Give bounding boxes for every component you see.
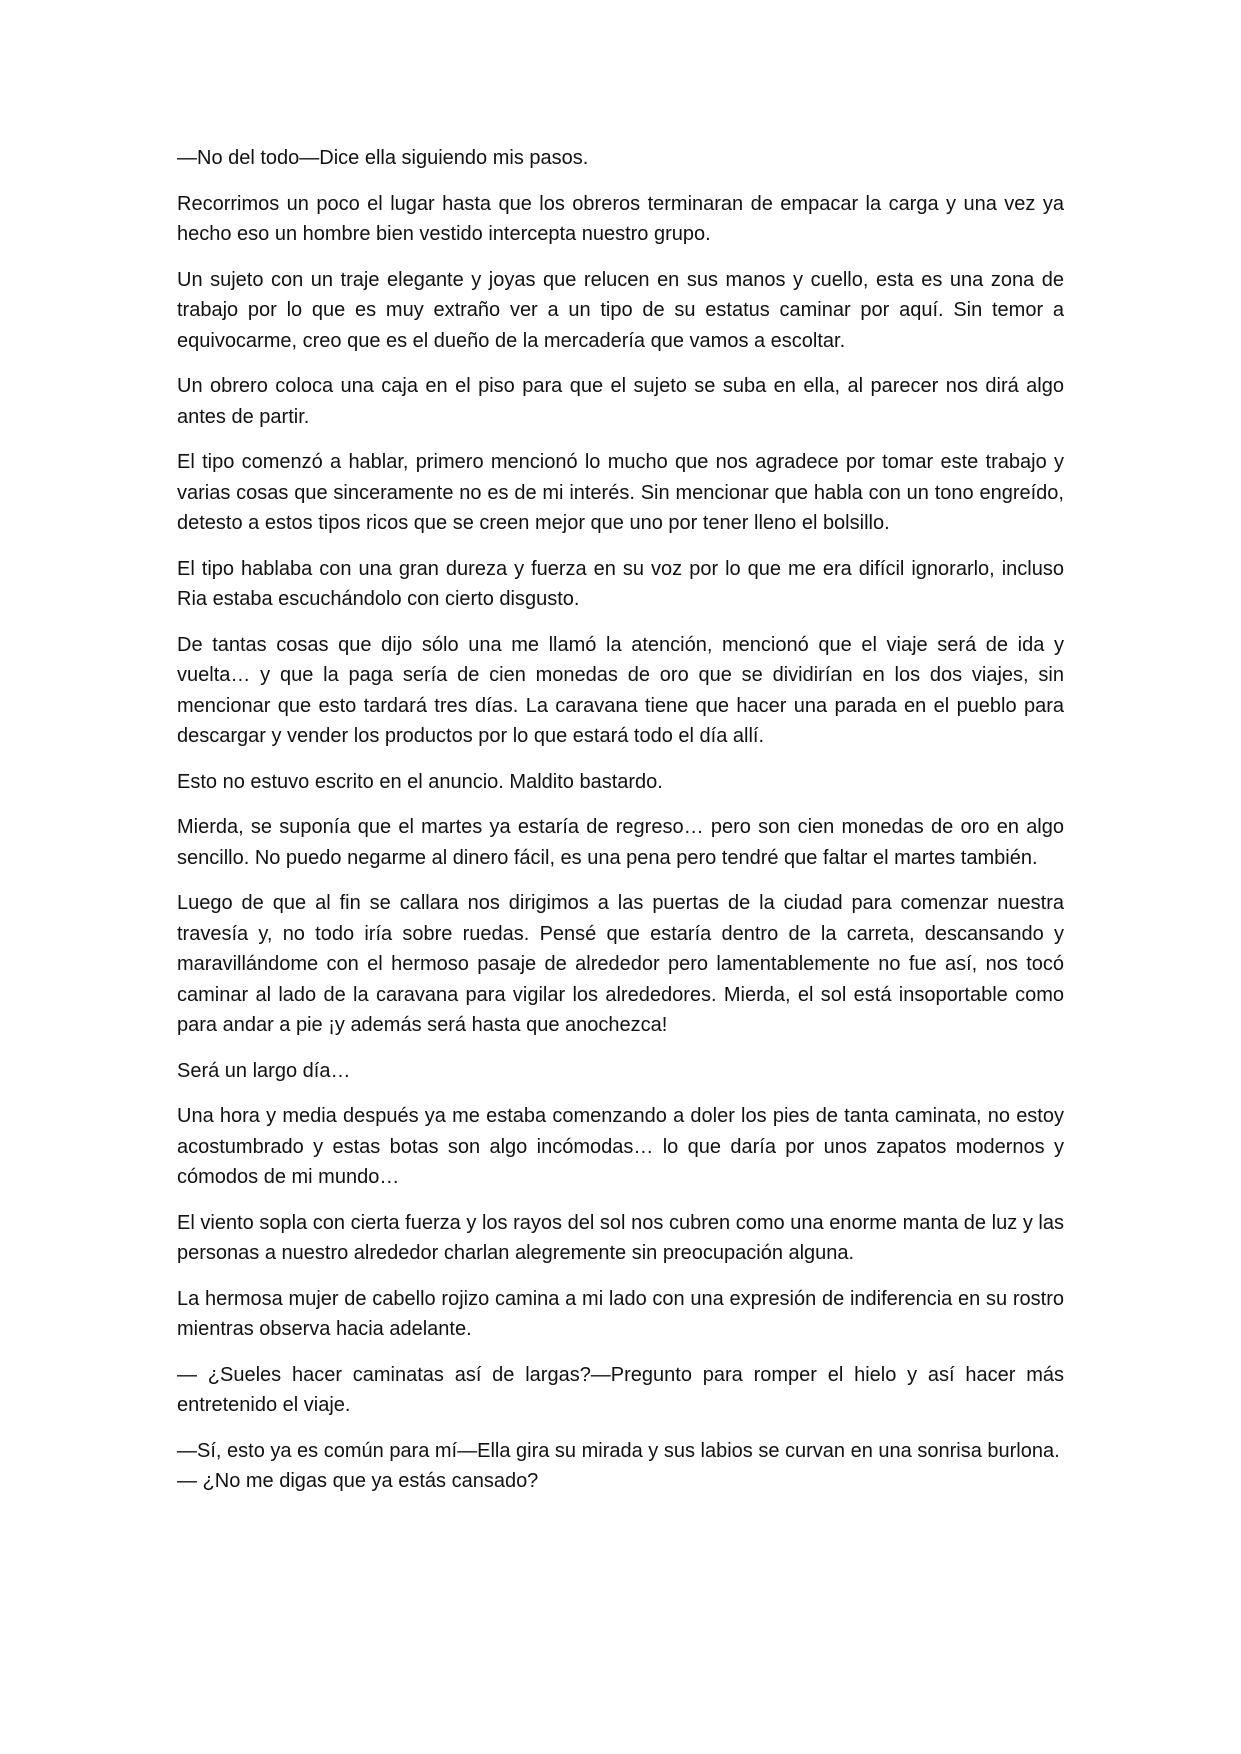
document-page [177, 143, 1064, 1512]
paragraph-7: De tantas cosas que dijo sólo una me llamó la atención, mencionó que el viaje será de ida y vuelta… y que la paga sería de cien monedas de oro que se dividirían en los dos viajes, sin mencionar que esto tardará tres días. La caravana tiene que hacer una parada en el pueblo para descargar y vender los productos por lo que estará todo el día allí. [177, 633, 1064, 747]
paragraph-10: Luego de que al fin se callara nos dirigimos a las puertas de la ciudad para comenzar nuestra travesía y, no todo iría sobre ruedas. Pensé que estaría dentro de la carreta, descansando y maravillándome con el hermoso pasaje de alrededor pero lamentablemente no fue así, nos tocó caminar al lado de la caravana para vigilar los alrededores. Mierda, el sol está insoportable como para andar a pie ¡y además será hasta que anochezca! [177, 892, 1064, 1036]
paragraph-3: Un sujeto con un traje elegante y joyas que relucen en sus manos y cuello, esta es una zona de trabajo por lo que es muy extraño ver a un tipo de su estatus caminar por aquí. Sin temor a equivocarme, creo que es el dueño de la mercadería que vamos a escoltar. [177, 268, 1064, 352]
paragraph-16: —Sí, esto ya es común para mí—Ella gira su mirada y sus labios se curvan en una sonrisa burlona. [177, 1439, 1060, 1462]
paragraph-15: — ¿Sueles hacer caminatas así de largas?—Pregunto para romper el hielo y así hacer más entretenido el viaje. [177, 1363, 1064, 1416]
paragraph-17: — ¿No me digas que ya estás cansado? [177, 1470, 539, 1492]
paragraph-14: La hermosa mujer de cabello rojizo camina a mi lado con una expresión de indiferencia en su rostro mientras observa hacia adelante. [177, 1287, 1064, 1340]
paragraph-4: Un obrero coloca una caja en el piso para que el sujeto se suba en ella, al parecer nos dirá algo antes de partir. [177, 375, 1064, 428]
paragraph-12: Una hora y media después ya me estaba comenzando a doler los pies de tanta caminata, no estoy acostumbrado y estas botas son algo incómodas… lo que daría por unos zapatos modernos y cómodos de mi mundo… [177, 1105, 1064, 1188]
paragraph-5: El tipo comenzó a hablar, primero mencionó lo mucho que nos agradece por tomar este trabajo y varias cosas que sinceramente no es de mi interés. Sin mencionar que habla con un tono engreído, detesto a estos tipos ricos que se creen mejor que uno por tener lleno el bolsillo. [177, 451, 1064, 534]
paragraph-6: El tipo hablaba con una gran dureza y fuerza en su voz por lo que me era difícil ignorarlo, incluso Ria estaba escuchándolo con cierto disgusto. [177, 557, 1064, 610]
paragraph-8: Esto no estuvo escrito en el anuncio. Maldito bastardo. [177, 770, 663, 793]
paragraph-1: —No del todo—Dice ella siguiendo mis pasos. [177, 147, 589, 169]
paragraph-9: Mierda, se suponía que el martes ya estaría de regreso… pero son cien monedas de oro en algo sencillo. No puedo negarme al dinero fácil, es una pena pero tendré que faltar el martes también. [177, 816, 1064, 869]
paragraph-11: Será un largo día… [177, 1059, 351, 1082]
paragraph-2: Recorrimos un poco el lugar hasta que los obreros terminaran de empacar la carga y una vez ya hecho eso un hombre bien vestido intercepta nuestro grupo. [177, 192, 1064, 245]
paragraph-13: El viento sopla con cierta fuerza y los rayos del sol nos cubren como una enorme manta de luz y las personas a nuestro alrededor charlan alegremente sin preocupación alguna. [177, 1211, 1064, 1264]
